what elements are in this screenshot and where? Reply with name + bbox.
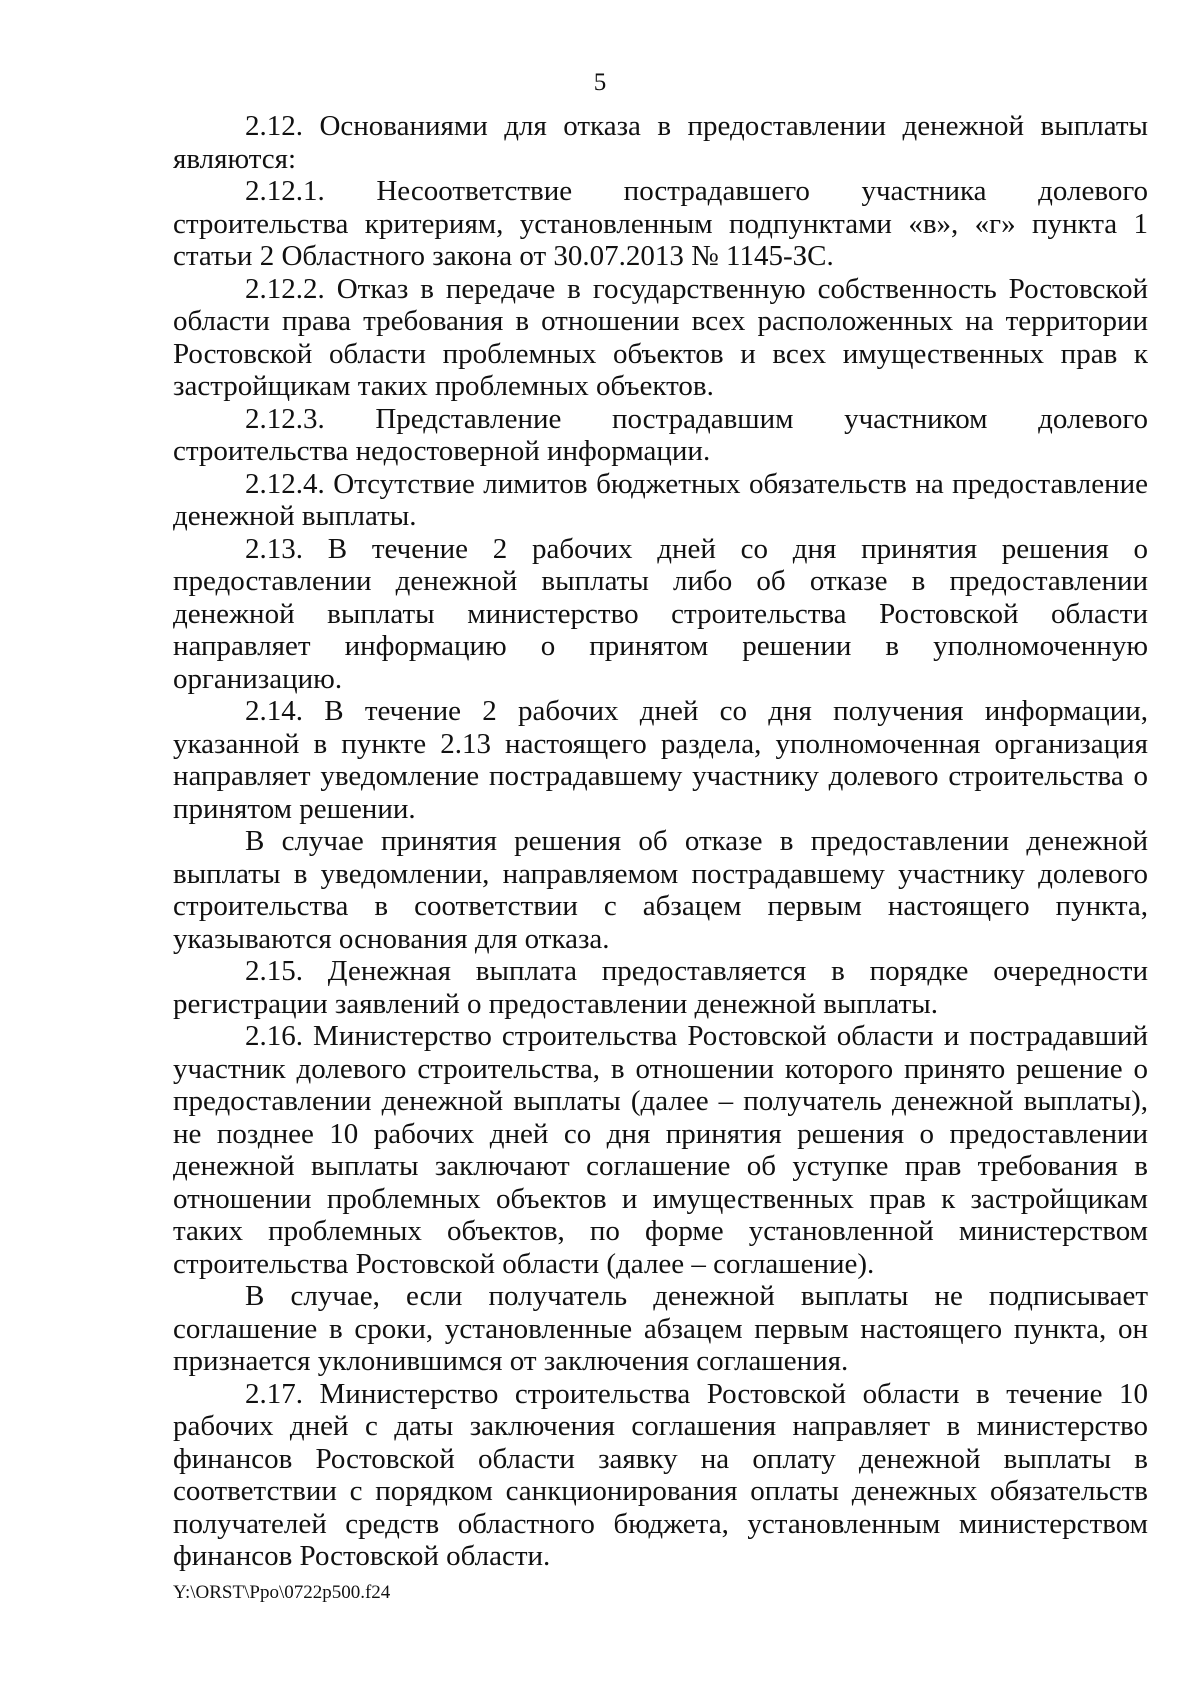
- paragraph-2-12-1: 2.12.1. Несоответствие пострадавшего участника долевого строительства критериям, установленным подпунктами «в», «г» пункта 1 статьи 2 Областного закона от 30.07.2013 № 1145-ЗС.: [173, 175, 1148, 272]
- paragraph-2-16-second: В случае, если получатель денежной выплаты не подписывает соглашение в сроки, установленные абзацем первым настоящего пункта, он признается уклонившимся от заключения соглашения.: [173, 1280, 1148, 1377]
- paragraph-2-12: 2.12. Основаниями для отказа в предоставлении денежной выплаты являются:: [173, 110, 1148, 175]
- paragraph-2-15: 2.15. Денежная выплата предоставляется в порядке очередности регистрации заявлений о предоставлении денежной выплаты.: [173, 955, 1148, 1020]
- paragraph-2-13: 2.13. В течение 2 рабочих дней со дня принятия решения о предоставлении денежной выплаты либо об отказе в предоставлении денежной выплаты министерство строительства Ростовской области направляет информацию о принятом решении в уполномоченную организацию.: [173, 532, 1148, 695]
- page-number: 5: [593, 69, 607, 96]
- document-body: [173, 110, 1148, 1573]
- paragraph-2-17: 2.17. Министерство строительства Ростовской области в течение 10 рабочих дней с даты заключения соглашения направляет в министерство финансов Ростовской области заявку на оплату денежной выплаты в соответствии с порядком санкционирования оплаты денежных обязательств получателей средств областного бюджета, установленным министерством финансов Ростовской области.: [173, 1377, 1148, 1572]
- paragraph-2-14: 2.14. В течение 2 рабочих дней со дня получения информации, указанной в пункте 2.13 настоящего раздела, уполномоченная организация направляет уведомление пострадавшему участнику долевого строительства о принятом решении.: [173, 695, 1148, 825]
- paragraph-2-12-3: 2.12.3. Представление пострадавшим участником долевого строительства недостоверной информации.: [173, 402, 1148, 467]
- footer-file-path: Y:\ORST\Ppo\0722p500.f24: [173, 1582, 391, 1603]
- paragraph-2-16: 2.16. Министерство строительства Ростовской области и пострадавший участник долевого строительства, в отношении которого принято решение о предоставлении денежной выплаты (далее – получатель денежной выплаты), не позднее 10 рабочих дней со дня принятия решения о предоставлении денежной выплаты заключают соглашение об уступке прав требования в отношении проблемных объектов и имущественных прав к застройщикам таких проблемных объектов, по форме установленной министерством строительства Ростовской области (далее – соглашение).: [173, 1020, 1148, 1280]
- paragraph-2-12-2: 2.12.2. Отказ в передаче в государственную собственность Ростовской области права требования в отношении всех расположенных на территории Ростовской области проблемных объектов и всех имущественных прав к застройщикам таких проблемных объектов.: [173, 272, 1148, 402]
- paragraph-2-14-second: В случае принятия решения об отказе в предоставлении денежной выплаты в уведомлении, направляемом пострадавшему участнику долевого строительства в соответствии с абзацем первым настоящего пункта, указываются основания для отказа.: [173, 825, 1148, 955]
- paragraph-2-12-4: 2.12.4. Отсутствие лимитов бюджетных обязательств на предоставление денежной выплаты.: [173, 467, 1148, 532]
